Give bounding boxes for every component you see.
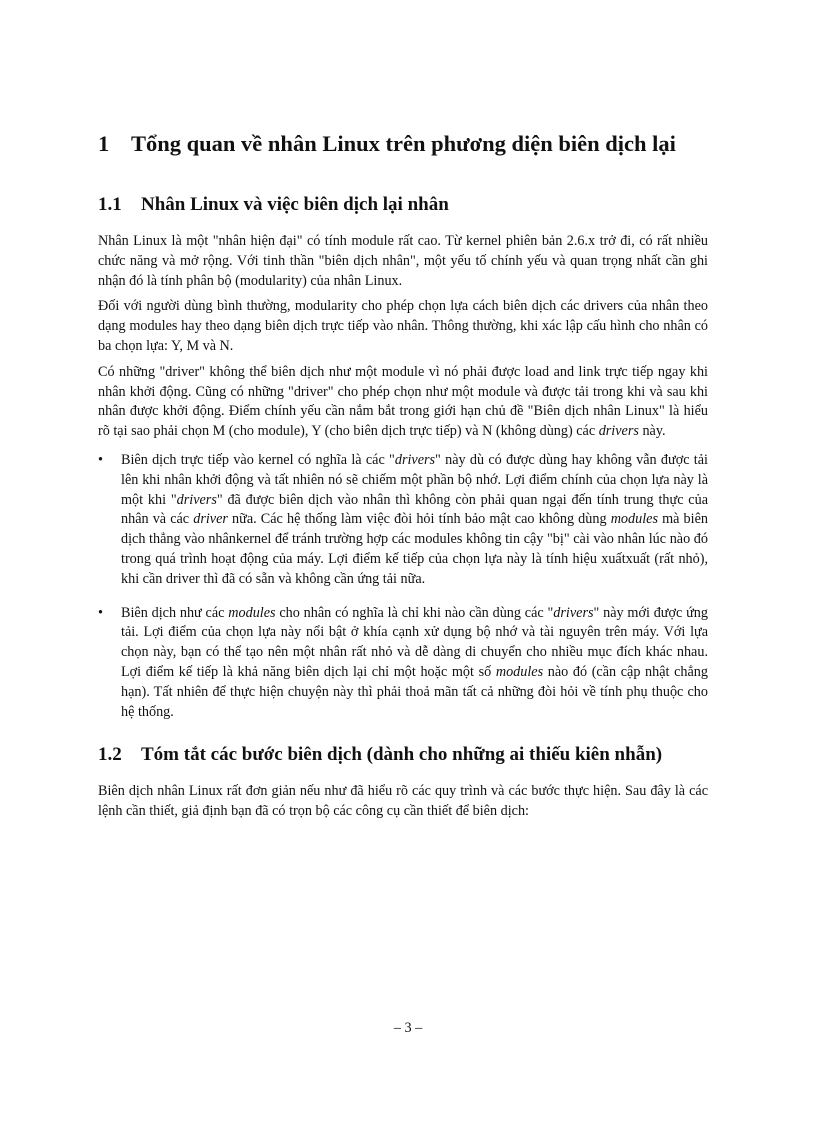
paragraph-text: này. [638, 423, 666, 440]
list-item-text: nào đó (cần cập nhật chẳng hạn). Tất nhiên để thực hiện chuyện này thì phải thoả mãn tất cả những đòi hỏi về tính phụ thuộc cho hệ thống. [121, 663, 708, 720]
subsection-1-2-heading [98, 742, 708, 768]
section-number: 1 [98, 131, 110, 156]
list-item-text: cho nhân có nghĩa là chỉ khi nào cần dùng các " [275, 604, 554, 621]
section-title: Tổng quan về nhân Linux trên phương diện biên dịch lại [131, 131, 676, 156]
emphasis: drivers [553, 604, 594, 621]
emphasis: driver [193, 511, 228, 528]
bullet-icon: • [98, 451, 103, 468]
document-page [98, 128, 708, 828]
subsection-title: Tóm tắt các bước biên dịch (dành cho những ai thiếu kiên nhẫn) [141, 744, 663, 766]
emphasis: modules [610, 511, 658, 528]
emphasis: drivers [598, 423, 639, 440]
paragraph: Đối với người dùng bình thường, modularity cho phép chọn lựa cách biên dịch các drivers của nhân theo dạng modules hay theo dạng biên dịch trực tiếp vào nhân. Thông thường, khi xác lập cấu hình cho nhân có ba chọn lựa: Y, M và N. [98, 298, 708, 354]
paragraph [98, 363, 708, 442]
list-item [98, 451, 708, 590]
list-item-text: Biên dịch như các [121, 604, 229, 621]
list-item-text: mà biên dịch thẳng vào nhânkernel để tránh trường hợp các modules không tin cậy "bị" cài vào nhân lúc nào đó trong quá trình hoạt động của máy. Lợi điểm kế tiếp của chọn lựa này là tính hiệu xuấtxuất (rất nhỏ), khi cần driver thì đã có sẵn và không cần ứng tải nữa. [121, 511, 708, 587]
subsection-number: 1.2 [98, 744, 122, 766]
emphasis: modules [228, 604, 276, 621]
emphasis: modules [495, 663, 544, 680]
list-item-text: " này mới được ứng tải. Lợi điểm của chọn lựa này nổi bật ở khía cạnh xử dụng bộ nhớ và tài nguyên trên máy. Với lựa chọn này, bạn có thể tạo nên một nhân rất nhỏ và dễ dàng di chuyển cho nhiều mục đích khác nhau. Lợi điểm kế tiếp là khả năng biên dịch lại chỉ một hoặc một số [121, 604, 708, 680]
subsection-title: Nhân Linux và việc biên dịch lại nhân [141, 194, 449, 215]
paragraph-text: Có những "driver" không thể biên dịch như một module vì nó phải được load and link trực tiếp ngay khi nhân khởi động. Cũng có những "driver" cho phép chọn như một module và được tải trong khi và sau khi nhân được khởi động. Điểm chính yếu cần nắm bắt trong giới hạn chủ đề "Biên dịch nhân Linux" là hiểu rõ tại sao phải chọn M (cho module), Y (cho biên dịch trực tiếp) và N (không dùng) các [98, 363, 708, 440]
subsection-number: 1.1 [98, 194, 122, 215]
list-item-text: " đã được biên dịch vào nhân thì không còn phải quan ngại đến tính trung thực của nhân và các [121, 491, 708, 528]
bullet-list [98, 451, 708, 722]
list-item-text: " này dù có được dùng hay không vẫn được tải lên khi nhân khởi động và tất nhiên nó sẽ chiếm một phần bộ nhớ. Lợi điểm chính của chọn lựa này là một khi " [121, 451, 708, 508]
emphasis: drivers [176, 491, 217, 508]
list-item-text: Biên dịch trực tiếp vào kernel có nghĩa là các " [121, 451, 395, 468]
paragraph: Nhân Linux là một "nhân hiện đại" có tính module rất cao. Từ kernel phiên bản 2.6.x trở đi, có rất nhiều chức năng và mở rộng. Với tinh thần "biên dịch nhân", một yếu tố chính yếu và quan trọng nhất cần ghi nhận đó là tính phân bộ (modularity) của nhân Linux. [98, 233, 708, 289]
list-item [98, 604, 708, 723]
paragraph: Biên dịch nhân Linux rất đơn giản nếu như đã hiểu rõ các quy trình và các bước thực hiện. Sau đây là các lệnh cần thiết, giả định bạn đã có trọn bộ các công cụ cần thiết để biên dịch: [98, 783, 708, 820]
subsection-1-1-heading [98, 192, 708, 218]
section-1-heading [98, 128, 708, 159]
emphasis: drivers [394, 451, 436, 468]
list-item-text: nữa. Các hệ thống làm việc đòi hỏi tính bảo mật cao không dùng [227, 511, 611, 528]
bullet-icon: • [98, 604, 103, 621]
page-number: – 3 – [393, 1020, 423, 1036]
